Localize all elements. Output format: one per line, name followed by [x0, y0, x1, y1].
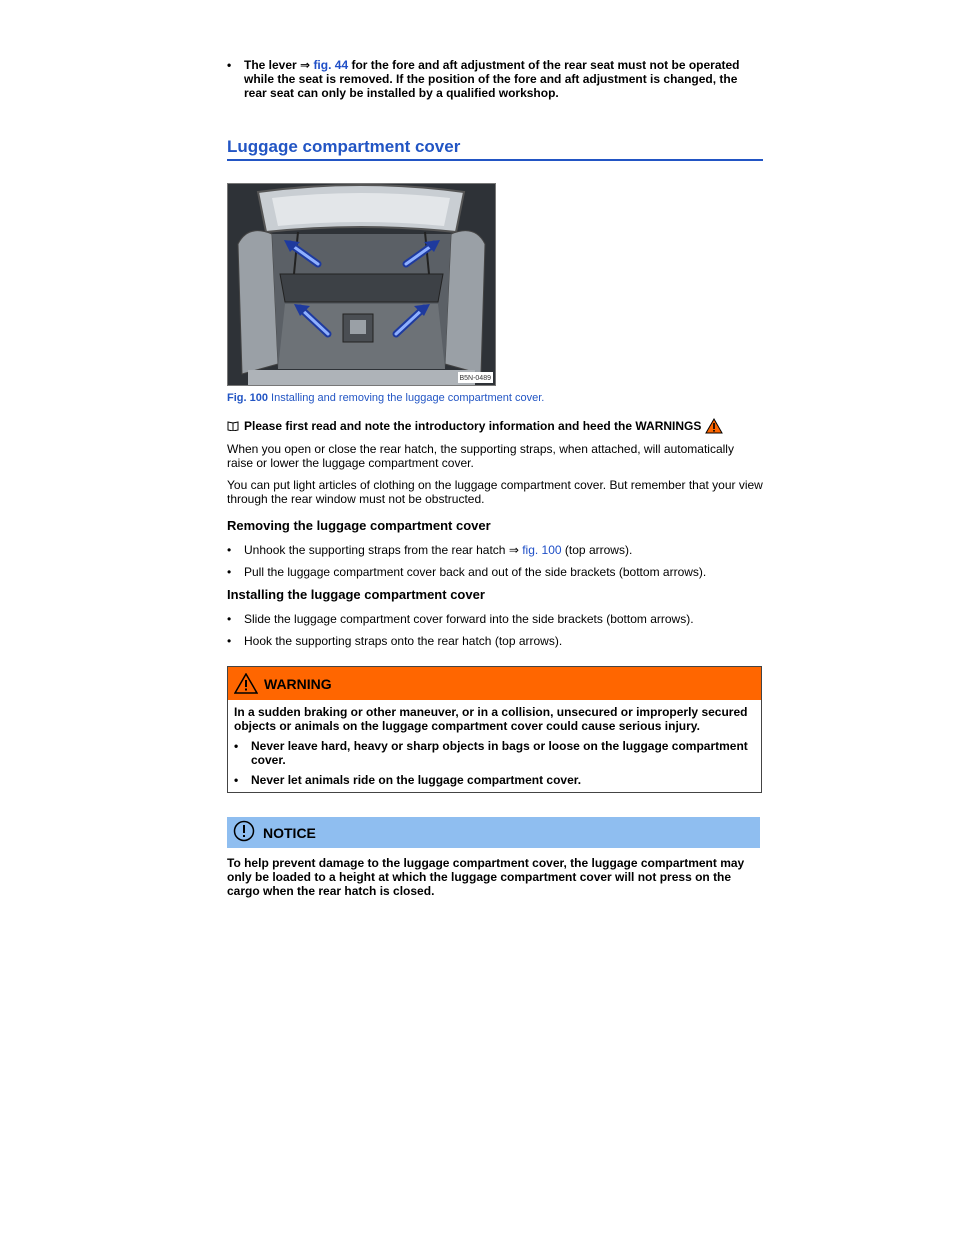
- arrow-icon: ⇒: [508, 543, 519, 557]
- book-icon: [227, 421, 239, 431]
- page-content: [227, 58, 763, 898]
- list-item: • Pull the luggage compartment cover back and out of the side brackets (bottom arrows).: [227, 565, 707, 579]
- warning-body: [228, 700, 761, 792]
- section-title: Luggage compartment cover: [227, 138, 763, 161]
- fig-100-link[interactable]: fig. 100: [522, 543, 562, 557]
- notice-header: [227, 817, 760, 848]
- notice-title: NOTICE: [263, 824, 316, 841]
- list-item: • Never let animals ride on the luggage compartment cover.: [234, 773, 582, 787]
- list-item: • Never leave hard, heavy or sharp objects in bags or loose on the luggage compartment cover.: [234, 739, 748, 767]
- removing-list: [227, 543, 763, 579]
- figure-code: B5N-0489: [459, 375, 491, 382]
- rear-seat-lever-note: [227, 58, 763, 100]
- warning-intro: In a sudden braking or other maneuver, or in a collision, unsecured or improperly secured objects or animals on the luggage compartment cover could cause serious injury.: [234, 705, 748, 733]
- list-item: • Hook the supporting straps onto the rear hatch (top arrows).: [227, 634, 563, 648]
- paragraph-light-articles: You can put light articles of clothing on the luggage compartment cover. But remember that your view through the rear window must not be obstructed.: [227, 478, 763, 506]
- warning-triangle-icon: [234, 673, 258, 694]
- removing-heading: Removing the luggage compartment cover: [227, 518, 491, 533]
- intro-note: [227, 418, 763, 434]
- figure-caption: Fig. 100 Installing and removing the luggage compartment cover.: [227, 392, 545, 404]
- list-item: • Unhook the supporting straps from the rear hatch ⇒ fig. 100 (top arrows).: [227, 543, 633, 557]
- installing-heading: Installing the luggage compartment cover: [227, 587, 485, 602]
- notice-body: To help prevent damage to the luggage compartment cover, the luggage compartment may only be loaded to a height at which the luggage compartment cover will not press on the cargo when the rear hatch is closed.: [227, 856, 745, 898]
- installing-list: [227, 612, 763, 648]
- figure-luggage-cover-image: [227, 183, 496, 386]
- luggage-compartment-illustration: [228, 184, 495, 385]
- bullet: •: [227, 58, 232, 72]
- list-item: • Slide the luggage compartment cover forward into the side brackets (bottom arrows).: [227, 612, 694, 626]
- paragraph-hatch-straps: When you open or close the rear hatch, the supporting straps, when attached, will automatically raise or lower the luggage compartment cover.: [227, 442, 734, 470]
- warning-header: [228, 667, 761, 700]
- fig-44-link[interactable]: fig. 44: [313, 58, 349, 72]
- intro-note-text: Please first read and note the introductory information and heed the WARNINGS: [244, 419, 702, 433]
- warning-title: WARNING: [264, 675, 332, 692]
- arrow-icon: ⇒: [300, 58, 311, 72]
- rear-seat-lever-text: The lever ⇒ fig. 44 for the fore and aft adjustment of the rear seat must not be operated while the seat is removed. If the position of the fore and aft adjustment is changed, the rear seat can only be installed by a qualified workshop.: [244, 58, 740, 100]
- notice-exclamation-icon: [233, 820, 255, 842]
- warning-box: [227, 666, 762, 793]
- warning-triangle-icon[interactable]: [705, 418, 723, 434]
